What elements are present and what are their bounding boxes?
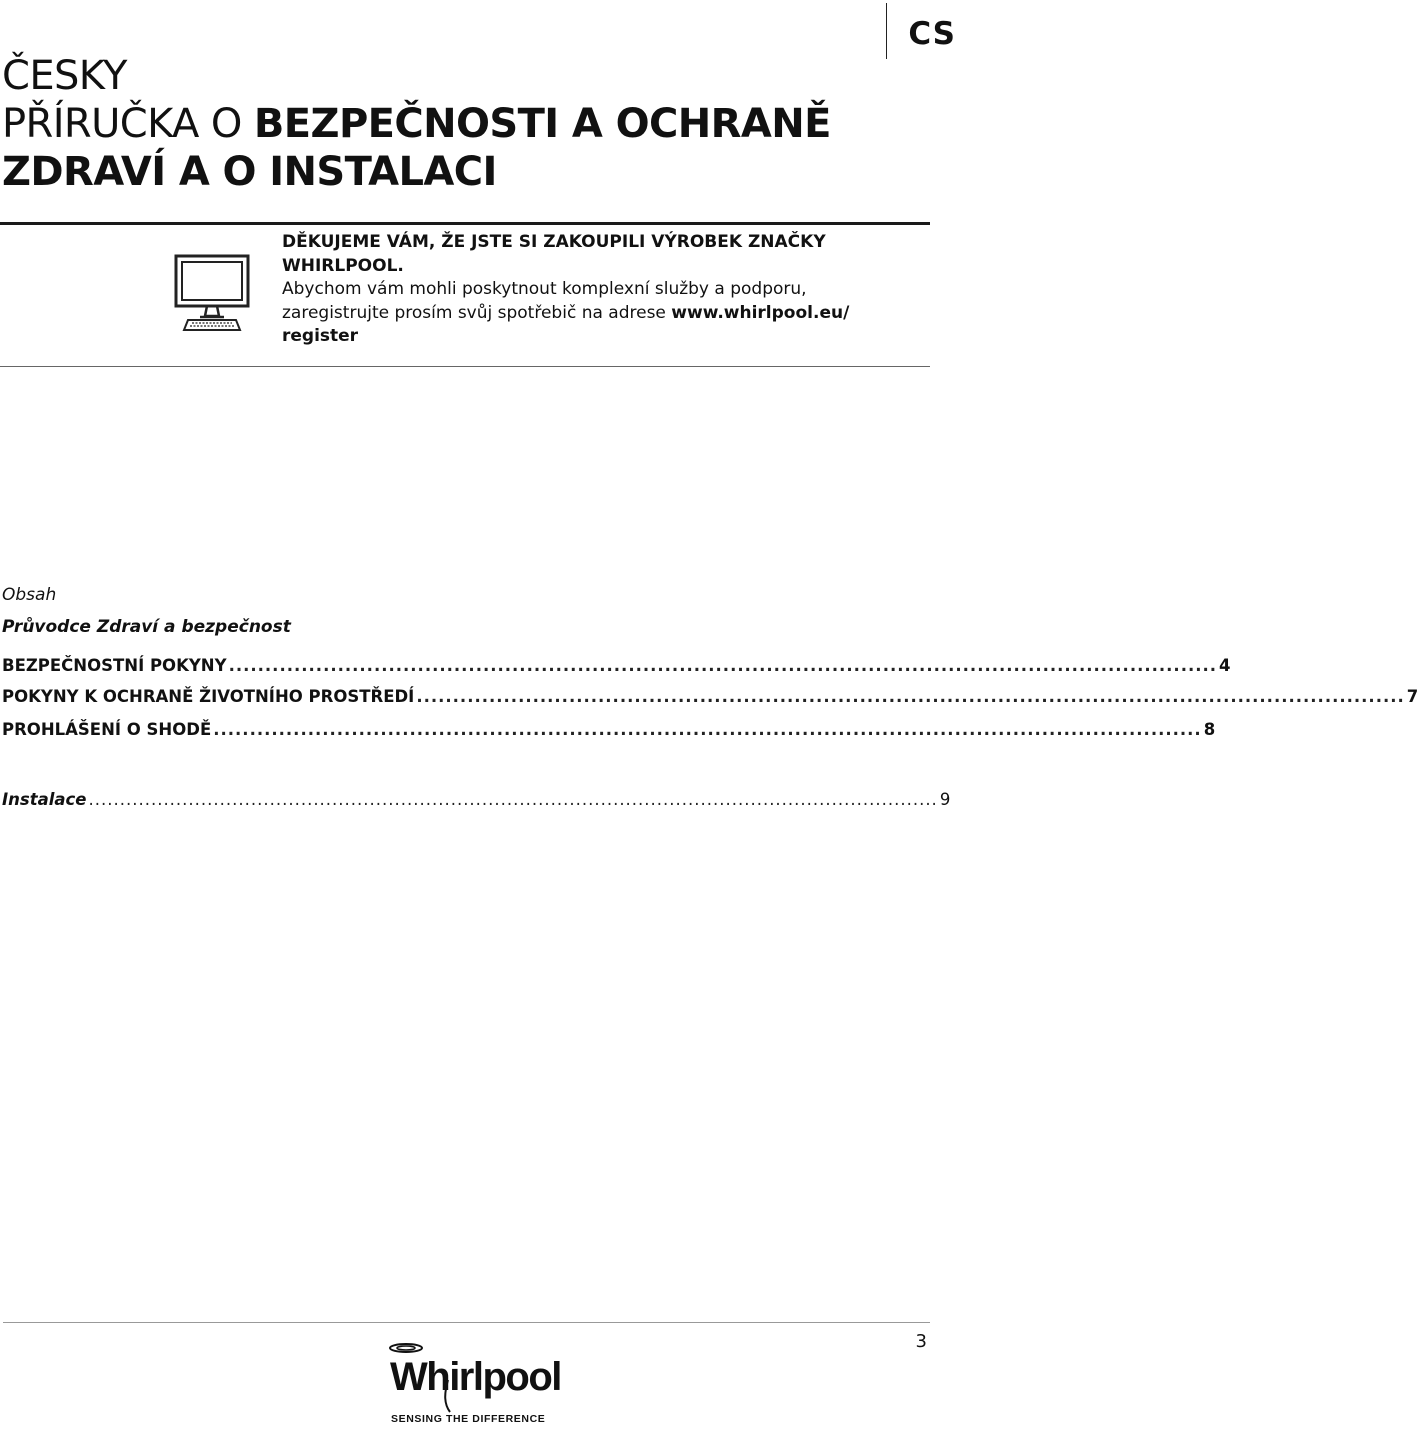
title-rule: [0, 222, 930, 225]
toc-entry-conformity[interactable]: [2, 720, 1216, 739]
toc-entry-page: 4: [1219, 656, 1231, 675]
toc-leader-dots: ........................................................................................................................................: [88, 790, 938, 809]
toc-leader-dots: ........................................................................................................................................: [228, 656, 1218, 675]
title-line-2: [2, 100, 831, 148]
page-title: [2, 52, 831, 196]
register-body-text: zaregistrujte prosím svůj spotřebič na adrese: [282, 302, 672, 323]
language-tag: CS: [908, 16, 956, 52]
title-line-2-regular: PŘÍRUČKA O: [2, 101, 254, 147]
toc-entry-installation[interactable]: [2, 790, 951, 809]
toc-entry-label: Instalace: [2, 790, 87, 809]
register-body-line-1: Abychom vám mohli poskytnout komplexní služby a podporu,: [282, 279, 807, 299]
whirlpool-logo-tagline: SENSING THE DIFFERENCE: [391, 1413, 546, 1425]
toc-entry-page: 8: [1203, 720, 1216, 739]
toc-heading: Obsah: [2, 585, 57, 605]
toc-entry-page: 7: [1406, 687, 1418, 706]
toc-leader-dots: ........................................................................................................................................: [416, 687, 1405, 706]
monitor-keyboard-icon: [174, 254, 250, 334]
register-heading: DĚKUJEME VÁM, ŽE JSTE SI ZAKOUPILI VÝROBEK ZNAČKY WHIRLPOOL.: [282, 232, 826, 276]
title-line-3: ZDRAVÍ A O INSTALACI: [2, 149, 497, 195]
toc-section-title: Průvodce Zdraví a bezpečnost: [2, 617, 291, 637]
toc-entry-environment[interactable]: [2, 687, 1418, 706]
toc-leader-dots: ........................................................................................................................................: [213, 720, 1202, 739]
footer-rule: [3, 1322, 930, 1323]
toc-entry-page: 9: [939, 790, 951, 809]
toc-entry-label: BEZPEČNOSTNÍ POKYNY: [2, 656, 227, 675]
title-line-1: ČESKY: [2, 53, 127, 99]
toc-entry-label: POKYNY K OCHRANĚ ŽIVOTNÍHO PROSTŘEDÍ: [2, 687, 415, 706]
register-body-line-2: [282, 302, 902, 349]
page-number: 3: [915, 1331, 927, 1352]
toc-entry-label: PROHLÁŠENÍ O SHODĚ: [2, 720, 212, 739]
whirlpool-logo-wordmark: Whirlpool: [390, 1355, 561, 1399]
title-line-2-bold: BEZPEČNOSTI A OCHRANĚ: [253, 101, 831, 147]
toc-entry-safety[interactable]: [2, 656, 1231, 675]
register-text: [282, 231, 902, 349]
header-divider: [886, 3, 887, 59]
section-rule: [0, 366, 930, 367]
register-url-link[interactable]: www.whirlpool.eu/ register: [282, 302, 850, 346]
